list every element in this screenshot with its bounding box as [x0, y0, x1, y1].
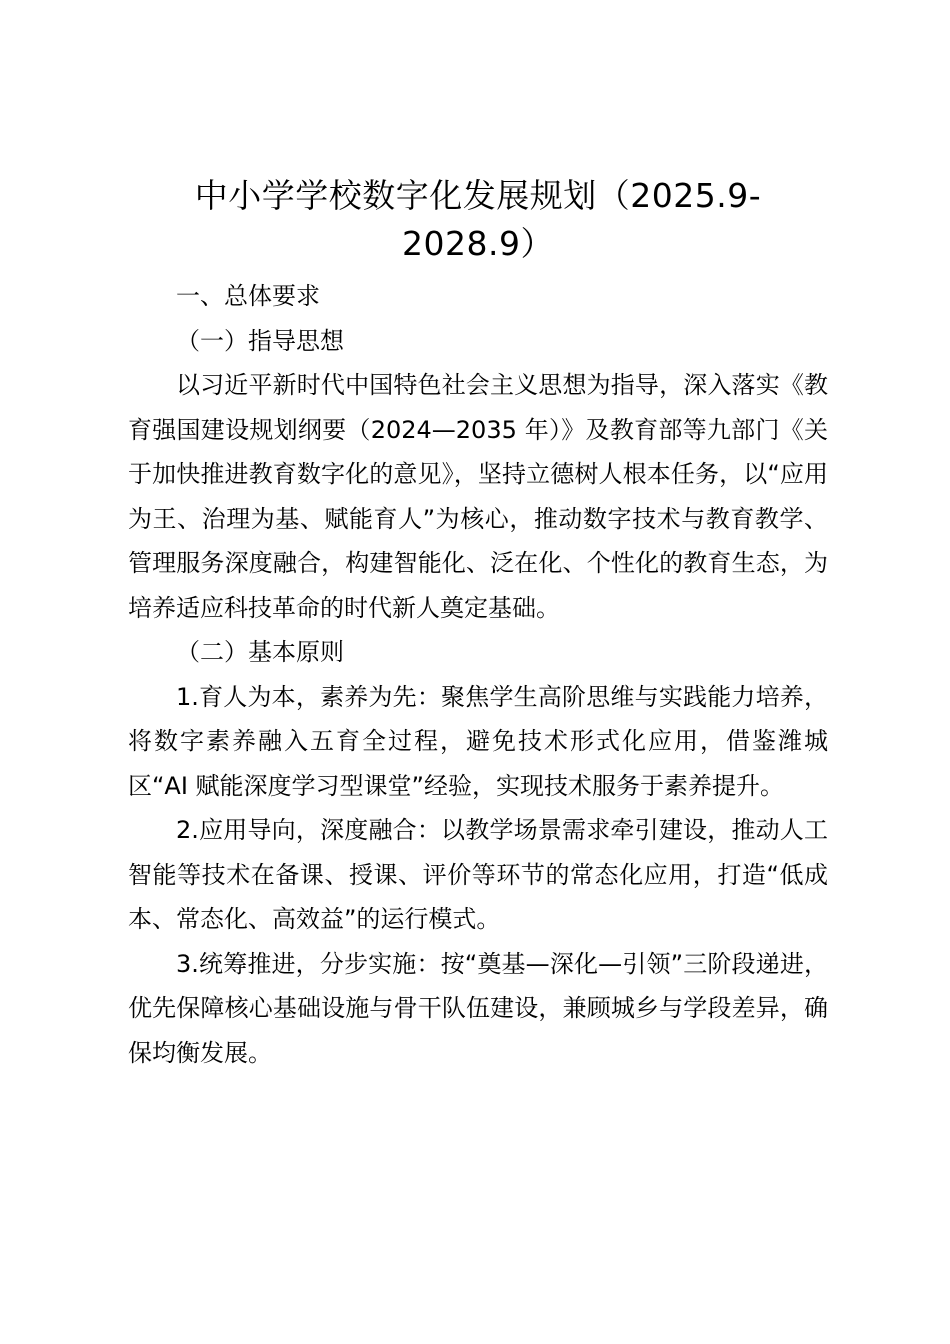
title-line-2: 2028.9） [402, 224, 554, 263]
document-content [128, 172, 828, 1075]
principle-paragraph-1: 1.育人为本，素养为先：聚焦学生高阶思维与实践能力培养，将数字素养融入五育全过程，避免技术形式化应用，借鉴潍城区“AI 赋能深度学习型课堂”经验，实现技术服务于素养提升。 [128, 682, 828, 800]
subsection-heading-basic-principles: （二）基本原则 [176, 638, 344, 666]
principle-paragraph-3: 3.统筹推进，分步实施：按“奠基—深化—引领”三阶段递进，优先保障核心基础设施与骨干队伍建设，兼顾城乡与学段差异，确保均衡发展。 [128, 949, 828, 1067]
document-body [128, 274, 828, 1075]
document-title [78, 172, 878, 268]
title-line-1: 中小学学校数字化发展规划（2025.9- [194, 176, 762, 215]
section-heading-overall-requirements: 一、总体要求 [176, 282, 320, 310]
subsection-heading-guiding-ideology: （一）指导思想 [176, 326, 344, 355]
principle-paragraph-2: 2.应用导向，深度融合：以教学场景需求牵引建设，推动人工智能等技术在备课、授课、评价等环节的常态化应用，打造“低成本、常态化、高效益”的运行模式。 [128, 816, 828, 933]
paragraph-guiding-ideology: 以习近平新时代中国特色社会主义思想为指导，深入落实《教育强国建设规划纲要（2024—2035 年）》及教育部等九部门《关于加快推进教育数字化的意见》，坚持立德树人根本任务，以“应用为王、治理为基、赋能育人”为核心，推动数字技术与教育教学、管理服务深度融合，构建智能化、泛在化、个性化的教育生态，为培养适应科技革命的时代新人奠定基础。 [128, 371, 828, 622]
